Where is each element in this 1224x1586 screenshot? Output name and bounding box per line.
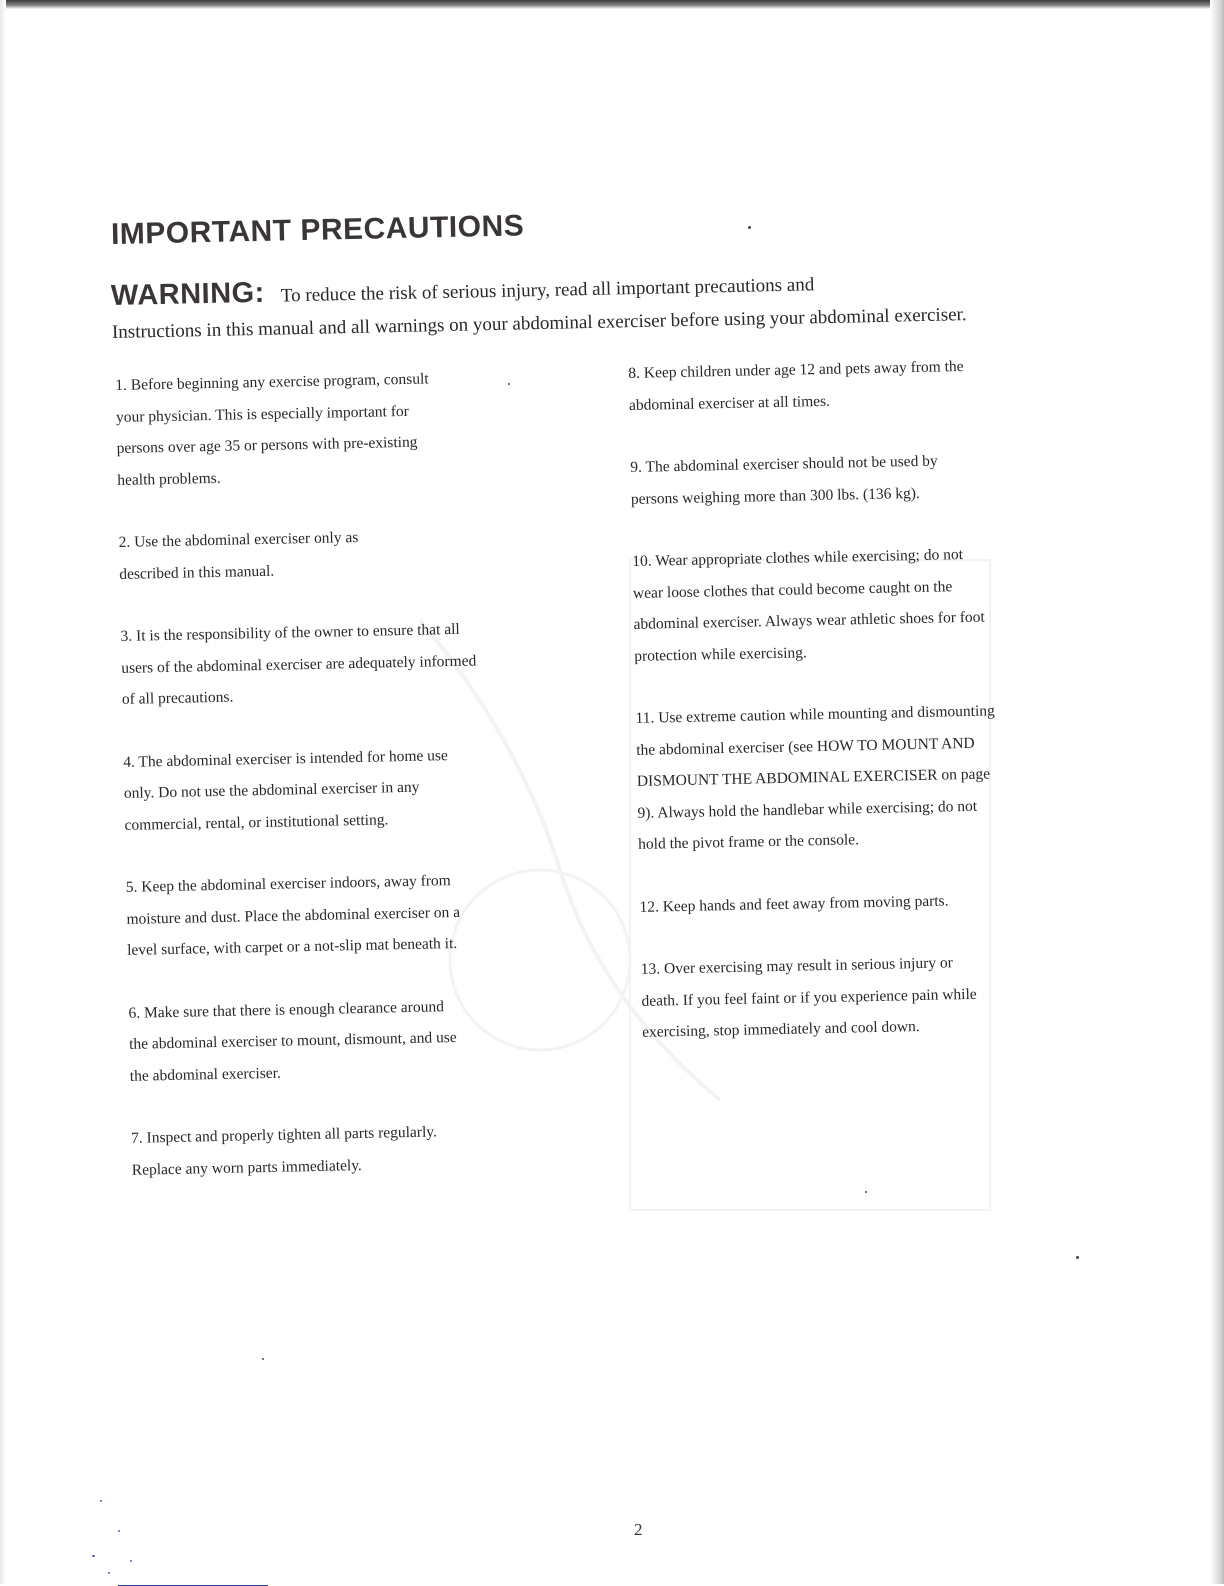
scan-speck bbox=[262, 1358, 264, 1360]
warning-text: To reduce the risk of serious injury, read all important precautions and bbox=[280, 274, 815, 307]
scan-speck bbox=[92, 1555, 95, 1557]
precautions-left-column bbox=[115, 362, 533, 1217]
instructions-line: Instructions in this manual and all warnings on your abdominal exerciser before using your abdominal exerciser. bbox=[111, 304, 967, 343]
scan-speck bbox=[748, 226, 751, 229]
precaution-item: 5. Keep the abdominal exerciser indoors, away from moisture and dust. Place the abdominal exerciser on a level surface, with carpet or a not-slip mat beneath it. bbox=[125, 872, 461, 959]
precaution-item: 11. Use extreme caution while mounting and dismounting the abdominal exerciser (see HOW TO MOUNT AND DISMOUNT THE ABDOMINAL EXERCISER on page 9). Always hold the handlebar while exercising; do not hold the pivot frame or the console. bbox=[635, 702, 995, 853]
precaution-item: 3. It is the responsibility of the owner to ensure that all users of the abdominal exerciser are adequately informed of all precautions. bbox=[120, 620, 477, 708]
precaution-item: 8. Keep children under age 12 and pets away from the abdominal exerciser at all times. bbox=[628, 357, 964, 414]
precaution-item: 9. The abdominal exerciser should not be used by persons weighing more than 300 lbs. (136 kg). bbox=[630, 452, 938, 508]
scan-shadow-top bbox=[0, 0, 1224, 9]
page-title: IMPORTANT PRECAUTIONS bbox=[110, 209, 525, 251]
warning-line bbox=[111, 265, 815, 313]
precaution-item: 13. Over exercising may result in serious injury or death. If you feel faint or if you experience pain while exercising, stop immediately and cool down. bbox=[640, 954, 977, 1041]
precaution-item: 1. Before beginning any exercise program, consult your physician. This is especially important for persons over age 35 or persons with pre-existing health problems. bbox=[115, 370, 429, 489]
precaution-item: 2. Use the abdominal exerciser only as described in this manual. bbox=[118, 528, 359, 583]
scan-speck bbox=[865, 1191, 867, 1193]
scan-speck bbox=[508, 383, 510, 385]
scan-shadow-left bbox=[0, 0, 6, 1584]
scan-speck bbox=[118, 1530, 120, 1532]
scan-speck bbox=[130, 1560, 132, 1562]
precaution-item: 7. Inspect and properly tighten all parts regularly. Replace any worn parts immediately. bbox=[130, 1123, 438, 1179]
precautions-right-column bbox=[628, 350, 1043, 1080]
scan-speck bbox=[108, 1572, 110, 1574]
scan-speck bbox=[100, 1500, 102, 1502]
precaution-item: 4. The abdominal exerciser is intended for home use only. Do not use the abdominal exerciser in any commercial, rental, or institutional setting. bbox=[123, 746, 449, 834]
precaution-item: 10. Wear appropriate clothes while exercising; do not wear loose clothes that could become caught on the abdominal exerciser. Always wear athletic shoes for foot protection while exercising. bbox=[632, 546, 985, 665]
scan-shadow-right bbox=[1210, 0, 1224, 1584]
scan-speck bbox=[1076, 1256, 1079, 1259]
precaution-item: 6. Make sure that there is enough clearance around the abdominal exerciser to mount, dismount, and use the abdominal exerciser. bbox=[128, 997, 457, 1085]
page-number: 2 bbox=[634, 1520, 643, 1539]
precaution-item: 12. Keep hands and feet away from moving parts. bbox=[639, 891, 949, 916]
warning-label: WARNING: bbox=[110, 276, 266, 312]
